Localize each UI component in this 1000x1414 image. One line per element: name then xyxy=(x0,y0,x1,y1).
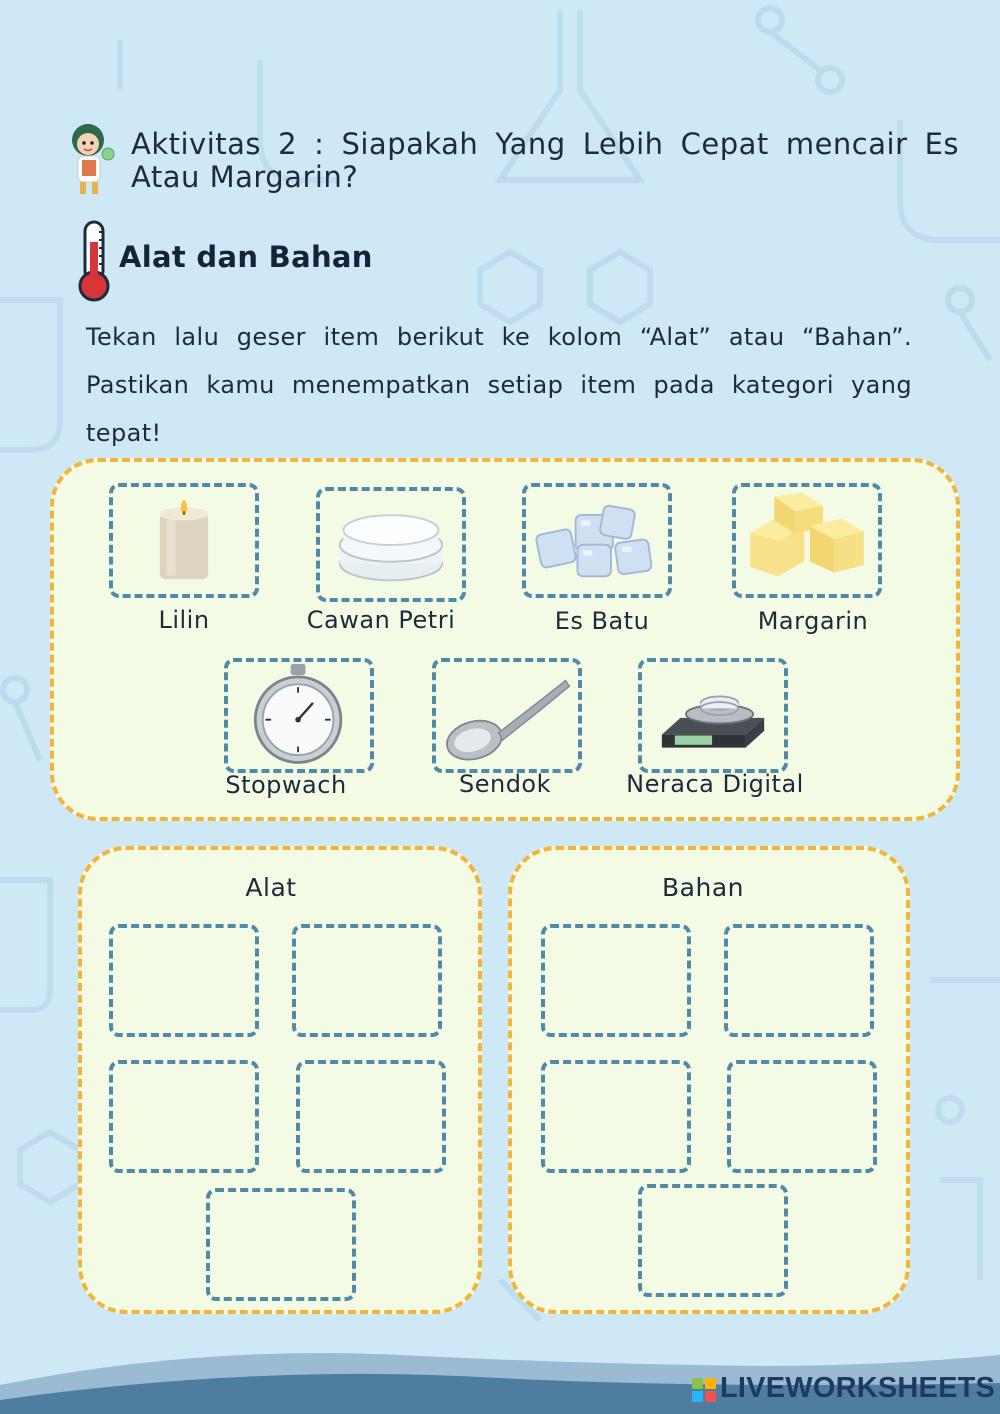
spoon-icon xyxy=(436,662,578,769)
alat-drop-slot-3[interactable] xyxy=(109,1060,259,1173)
petri-dish-icon xyxy=(320,491,462,598)
alat-column-heading: Alat xyxy=(245,873,297,902)
bahan-drop-slot-3[interactable] xyxy=(541,1060,691,1173)
stopwatch-icon xyxy=(228,662,370,769)
section-heading: Alat dan Bahan xyxy=(119,240,373,274)
brand-label: LIVEWORKSHEETS xyxy=(720,1372,996,1404)
item-label-sendok: Sendok xyxy=(458,770,552,798)
candle-icon xyxy=(113,487,255,594)
alat-drop-slot-4[interactable] xyxy=(296,1060,446,1173)
thermometer-icon xyxy=(72,218,116,304)
item-card-margarin[interactable] xyxy=(732,483,882,598)
item-card-lilin[interactable] xyxy=(109,483,259,598)
item-label-es-batu: Es Batu xyxy=(554,607,650,635)
liveworksheets-logo-icon xyxy=(692,1378,716,1402)
item-label-lilin: Lilin xyxy=(158,606,210,634)
bahan-drop-slot-4[interactable] xyxy=(727,1060,877,1173)
item-card-es-batu[interactable] xyxy=(522,483,672,598)
item-label-margarin: Margarin xyxy=(757,607,869,635)
scientist-mascot-icon xyxy=(64,118,124,198)
margarine-icon xyxy=(736,487,878,594)
item-card-stopwach[interactable] xyxy=(224,658,374,773)
bahan-drop-slot-1[interactable] xyxy=(541,924,691,1037)
item-label-neraca-digital: Neraca Digital xyxy=(626,770,804,798)
bahan-drop-slot-2[interactable] xyxy=(724,924,874,1037)
item-label-cawan-petri: Cawan Petri xyxy=(306,606,456,634)
item-card-sendok[interactable] xyxy=(432,658,582,773)
alat-drop-slot-1[interactable] xyxy=(109,924,259,1037)
ice-cubes-icon xyxy=(526,487,668,594)
alat-drop-slot-2[interactable] xyxy=(292,924,442,1037)
bahan-column-heading: Bahan xyxy=(662,873,744,902)
alat-drop-slot-5[interactable] xyxy=(206,1188,356,1301)
digital-scale-icon xyxy=(642,662,784,769)
item-card-cawan-petri[interactable] xyxy=(316,487,466,602)
bahan-drop-slot-5[interactable] xyxy=(638,1184,788,1297)
item-label-stopwach: Stopwach xyxy=(225,771,347,799)
instruction-text: Tekan lalu geser item berikut ke kolom “Alat” atau “Bahan”. Pastikan kamu menempatkan setiap item pada kategori yang tepat! xyxy=(86,323,912,447)
item-card-neraca-digital[interactable] xyxy=(638,658,788,773)
activity-title: Aktivitas 2 : Siapakah Yang Lebih Cepat mencair Es Atau Margarin? xyxy=(131,127,959,194)
